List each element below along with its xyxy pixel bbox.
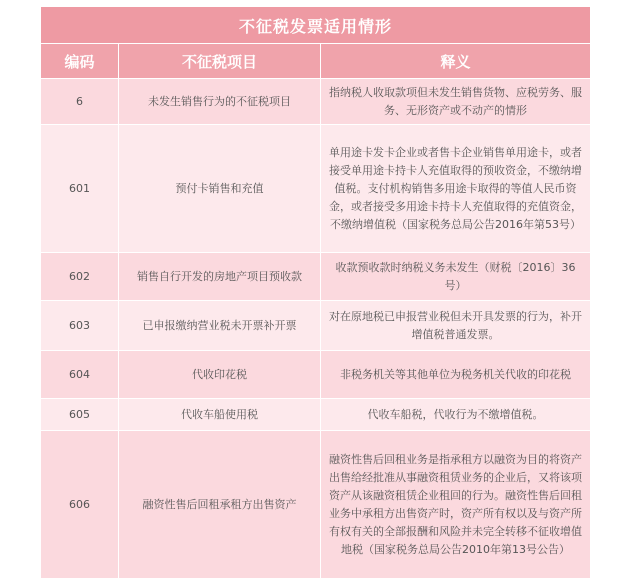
table-row — [41, 79, 591, 125]
cell-code: 6 — [41, 79, 119, 125]
cell-code: 604 — [41, 351, 119, 399]
table-row — [41, 351, 591, 399]
table-row — [41, 301, 591, 351]
cell-item: 代收印花税 — [119, 351, 321, 399]
cell-item: 未发生销售行为的不征税项目 — [119, 79, 321, 125]
cell-code: 603 — [41, 301, 119, 351]
header-desc: 释义 — [321, 44, 591, 79]
cell-desc: 非税务机关等其他单位为税务机关代收的印花税 — [321, 351, 591, 399]
non-taxable-invoice-table — [40, 6, 591, 579]
cell-desc: 单用途卡发卡企业或者售卡企业销售单用途卡，或者接受单用途卡持卡人充值取得的预收资金，不缴纳增值税。支付机构销售多用途卡取得的等值人民币资金，或者接受多用途卡持卡人充值取得的充值资金，不缴纳增值税（国家税务总局公告2016年第53号） — [321, 125, 591, 253]
cell-code: 606 — [41, 431, 119, 579]
table-row — [41, 125, 591, 253]
cell-code: 605 — [41, 399, 119, 431]
cell-desc: 融资性售后回租业务是指承租方以融资为目的将资产出售给经批准从事融资租赁业务的企业后，又将该项资产从该融资租赁企业租回的行为。融资性售后回租业务中承租方出售资产时，资产所有权以及与资产所有权有关的全部报酬和风险并未完全转移不征收增值地税（国家税务总局公告2010年第13号公告） — [321, 431, 591, 579]
cell-item: 融资性售后回租承租方出售资产 — [119, 431, 321, 579]
cell-desc: 对在原地税已申报营业税但未开具发票的行为，补开增值税普通发票。 — [321, 301, 591, 351]
header-item: 不征税项目 — [119, 44, 321, 79]
cell-code: 601 — [41, 125, 119, 253]
cell-desc: 收款预收款时纳税义务未发生（财税〔2016〕36号） — [321, 253, 591, 301]
table-title: 不征税发票适用情形 — [41, 7, 591, 44]
cell-item: 预付卡销售和充值 — [119, 125, 321, 253]
header-code: 编码 — [41, 44, 119, 79]
table-row — [41, 399, 591, 431]
cell-item: 代收车船使用税 — [119, 399, 321, 431]
table-row — [41, 253, 591, 301]
cell-item: 已申报缴纳营业税未开票补开票 — [119, 301, 321, 351]
cell-desc: 指纳税人收取款项但未发生销售货物、应税劳务、服务、无形资产或不动产的情形 — [321, 79, 591, 125]
cell-code: 602 — [41, 253, 119, 301]
cell-desc: 代收车船税，代收行为不缴增值税。 — [321, 399, 591, 431]
cell-item: 销售自行开发的房地产项目预收款 — [119, 253, 321, 301]
table-header-row — [41, 44, 591, 79]
tax-table-container — [40, 6, 590, 579]
table-row — [41, 431, 591, 579]
